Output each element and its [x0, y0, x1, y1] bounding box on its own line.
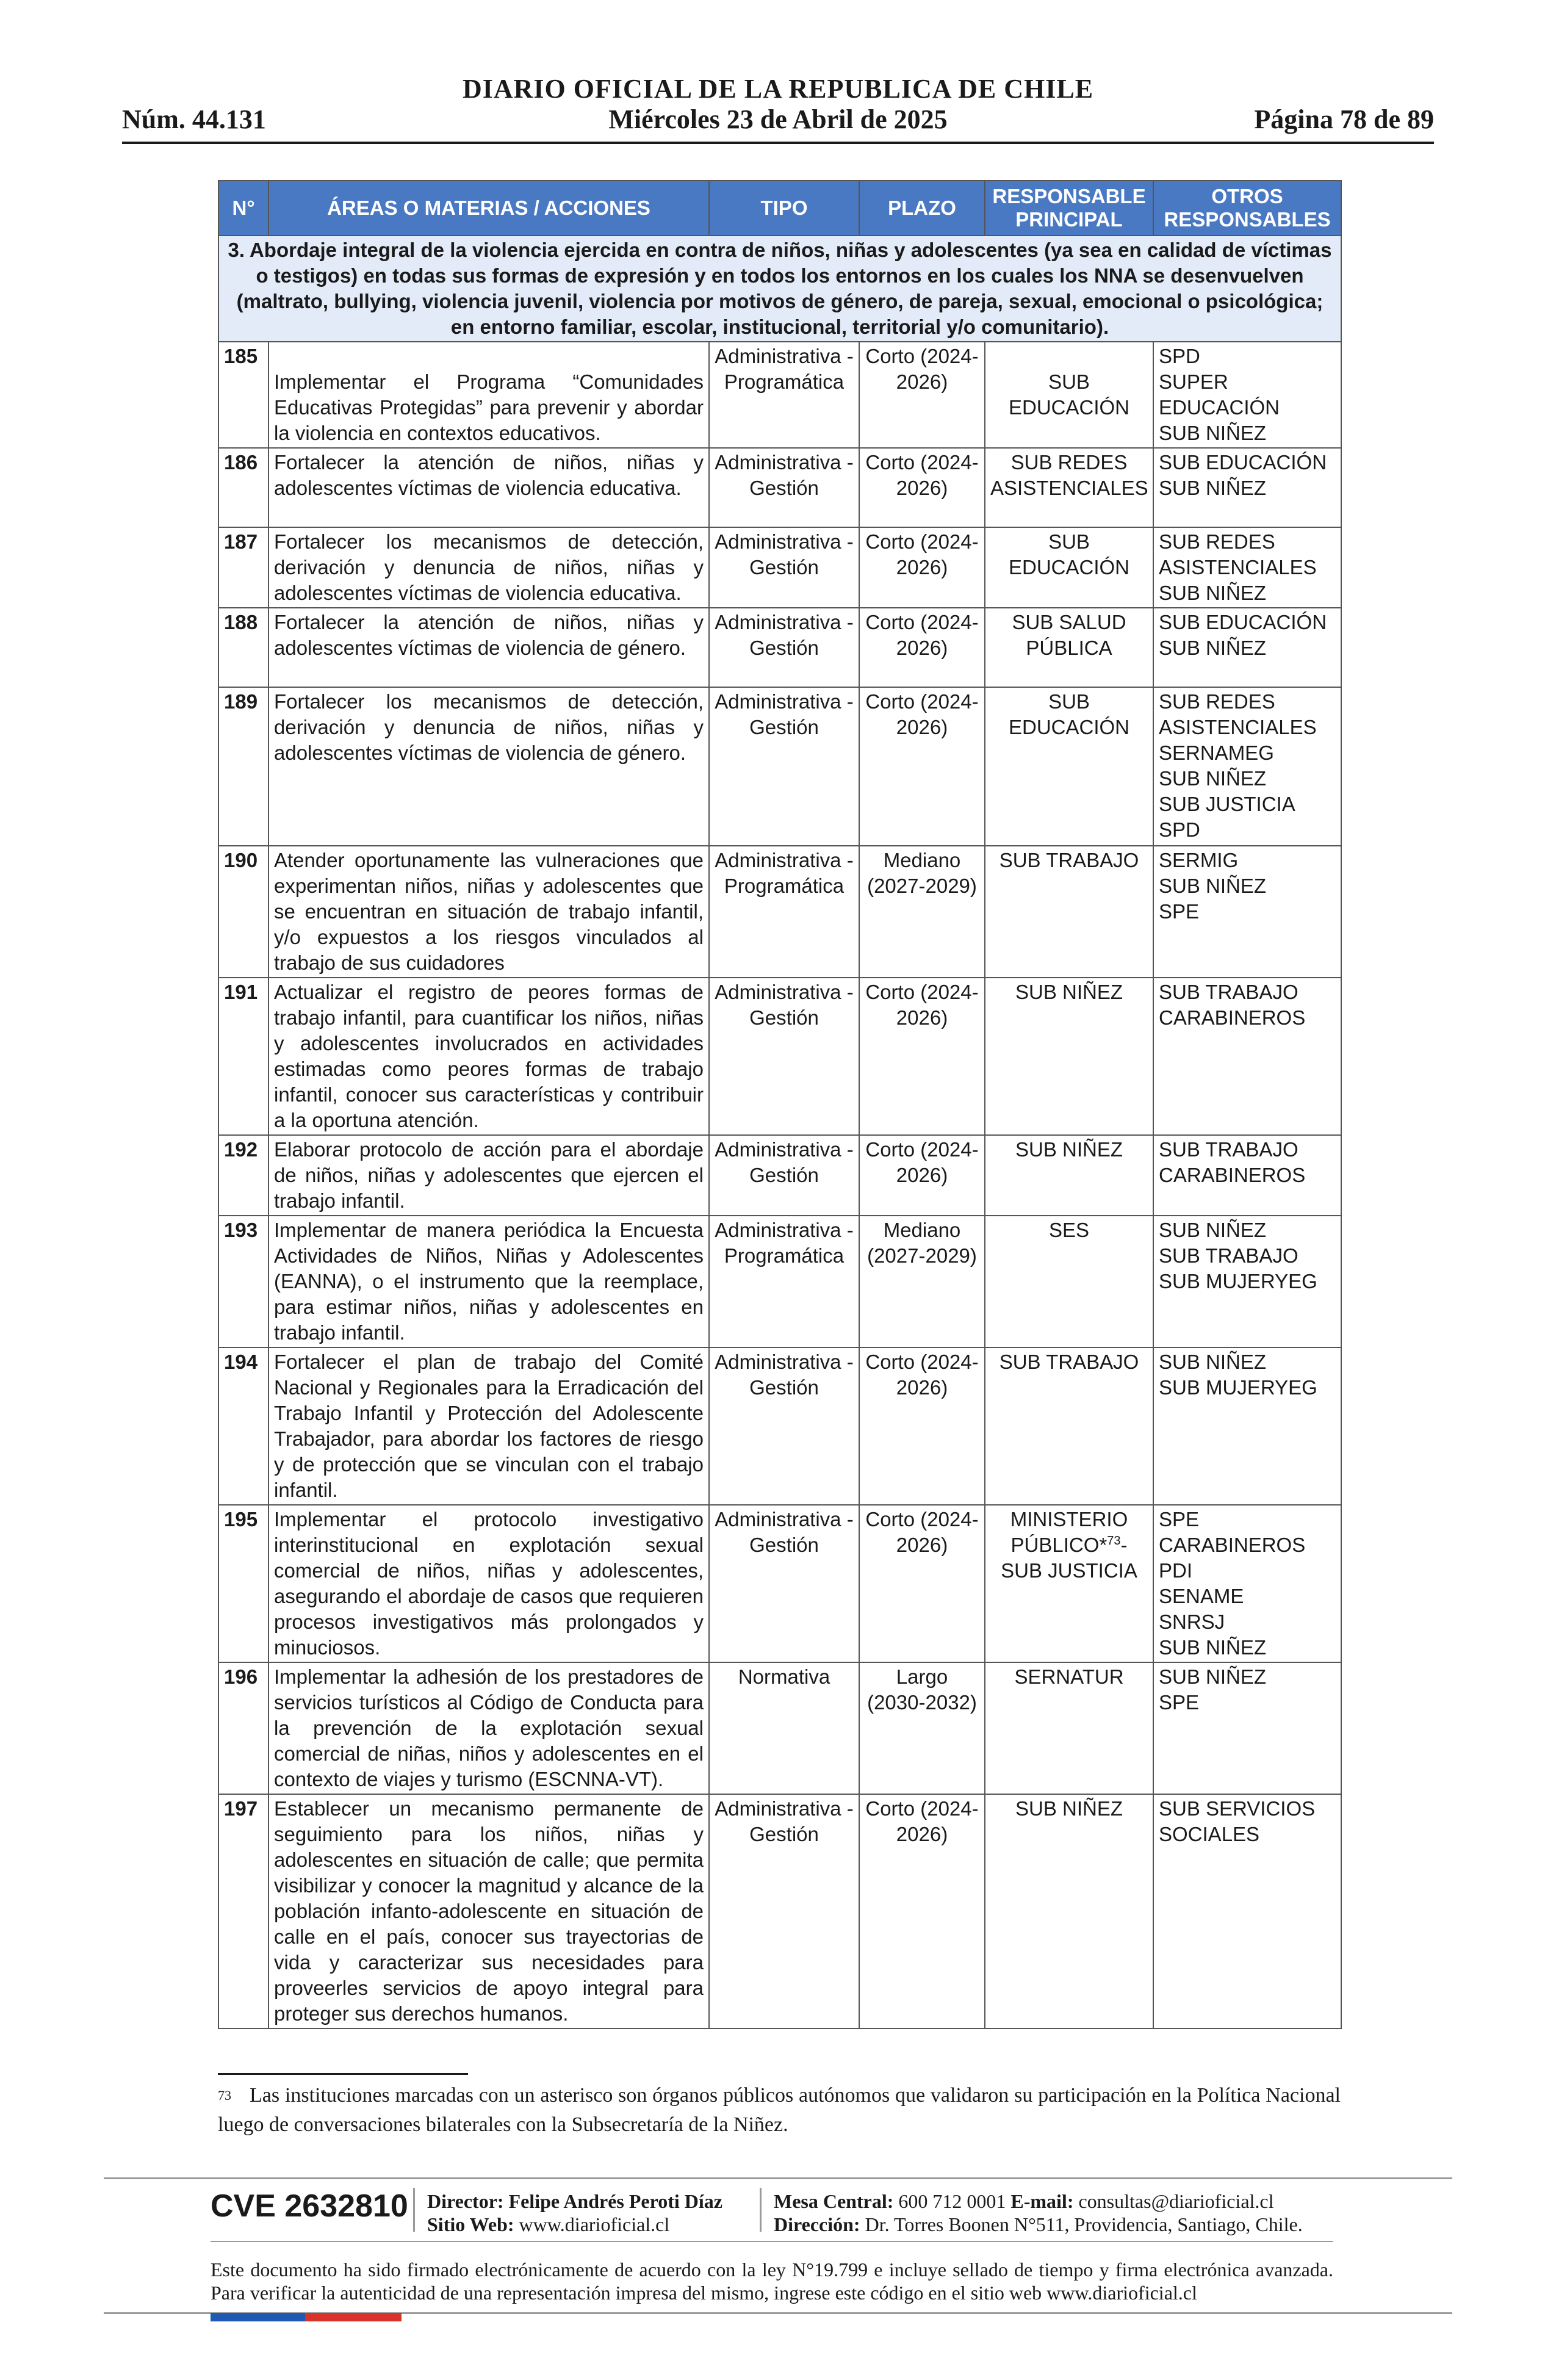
row-action: Atender oportunamente las vulneraciones que experimentan niños, niñas y adolescentes que se encuentran en situación de trabajo infantil, y/o expuestos a los riesgos vinculados al trabajo de sus cuidadores — [268, 846, 709, 978]
row-term: Corto (2024-2026) — [859, 1794, 985, 2028]
row-main-responsible: SES — [985, 1216, 1153, 1347]
row-term: Mediano (2027-2029) — [859, 1216, 985, 1347]
actions-table — [218, 180, 1342, 2029]
row-type: Administrativa - Gestión — [709, 687, 859, 846]
table-row — [218, 1794, 1341, 2028]
row-term: Corto (2024-2026) — [859, 1505, 985, 1662]
newspaper-title: DIARIO OFICIAL DE LA REPUBLICA DE CHILE — [462, 74, 1094, 104]
footer-top-divider — [104, 2177, 1452, 2179]
website-label: Sitio Web: — [427, 2213, 514, 2235]
director-label: Director: — [427, 2190, 504, 2212]
row-number: 197 — [218, 1794, 268, 2028]
col-header-other-responsibles: OTROS RESPONSABLES — [1153, 181, 1341, 236]
row-main-responsible: SUB NIÑEZ — [985, 1135, 1153, 1216]
footer-color-bar-blue — [211, 2313, 305, 2321]
row-number: 192 — [218, 1135, 268, 1216]
row-action: Fortalecer los mecanismos de detección, derivación y denuncia de niños, niñas y adolescentes víctimas de violencia de género. — [268, 687, 709, 846]
row-other-responsibles: SUB TRABAJO CARABINEROS — [1153, 1135, 1341, 1216]
page-header — [122, 104, 1434, 138]
row-other-responsibles: SUB EDUCACIÓN SUB NIÑEZ — [1153, 608, 1341, 687]
row-other-responsibles: SUB NIÑEZ SPE — [1153, 1662, 1341, 1794]
row-action: Fortalecer los mecanismos de detección, derivación y denuncia de niños, niñas y adolescentes víctimas de violencia educativa. — [268, 527, 709, 608]
row-main-responsible: SUB NIÑEZ — [985, 1794, 1153, 2028]
row-action: Implementar de manera periódica la Encuesta Actividades de Niños, Niñas y Adolescentes (EANNA), o el instrumento que la reemplace, para estimar niños, niñas y adolescentes en trabajo infantil. — [268, 1216, 709, 1347]
table-row — [218, 846, 1341, 978]
row-type: Administrativa - Gestión — [709, 1347, 859, 1505]
table-row — [218, 1662, 1341, 1794]
row-number: 187 — [218, 527, 268, 608]
website-link[interactable]: www.diarioficial.cl — [519, 2213, 670, 2235]
row-action: Fortalecer la atención de niños, niñas y adolescentes víctimas de violencia educativa. — [268, 448, 709, 527]
row-type: Administrativa - Gestión — [709, 448, 859, 527]
row-type: Normativa — [709, 1662, 859, 1794]
row-term: Corto (2024-2026) — [859, 978, 985, 1135]
row-other-responsibles: SUB REDES ASISTENCIALES SERNAMEG SUB NIÑEZ SUB JUSTICIA SPD — [1153, 687, 1341, 846]
row-number: 186 — [218, 448, 268, 527]
row-main-responsible: SERNATUR — [985, 1662, 1153, 1794]
director-name: Felipe Andrés Peroti Díaz — [508, 2190, 722, 2212]
row-other-responsibles: SPE CARABINEROS PDI SENAME SNRSJ SUB NIÑEZ — [1153, 1505, 1341, 1662]
row-term: Corto (2024-2026) — [859, 687, 985, 846]
col-header-type: TIPO — [709, 181, 859, 236]
row-number: 191 — [218, 978, 268, 1135]
row-type: Administrativa - Gestión — [709, 978, 859, 1135]
table-row — [218, 1216, 1341, 1347]
row-other-responsibles: SERMIG SUB NIÑEZ SPE — [1153, 846, 1341, 978]
row-number: 193 — [218, 1216, 268, 1347]
col-header-main-responsible: RESPONSABLE PRINCIPAL — [985, 181, 1153, 236]
responsible-public-ministry: MINISTERIO PÚBLICO* — [1010, 1508, 1128, 1556]
row-action: Implementar el protocolo investigativo interinstitucional en explotación sexual comercial de niños, niñas y adolescentes, asegurando el abordaje de casos que requieren procesos investigativos más prolongados y minuciosos. — [268, 1505, 709, 1662]
row-type: Administrativa - Programática — [709, 342, 859, 448]
footer-separator — [413, 2188, 415, 2232]
footnote — [218, 2081, 1341, 2140]
address-text: Dr. Torres Boonen N°511, Providencia, Santiago, Chile. — [865, 2213, 1303, 2235]
table-header-row — [218, 181, 1341, 236]
row-action: Implementar la adhesión de los prestadores de servicios turísticos al Código de Conducta para la prevención de la explotación sexual comercial de niñas, niños y adolescentes en el contexto de viajes y turismo (ESCNNA-VT). — [268, 1662, 709, 1794]
footer-contact-block — [774, 2190, 1303, 2236]
row-other-responsibles: SUB NIÑEZ SUB MUJERYEG — [1153, 1347, 1341, 1505]
row-main-responsible: SUB EDUCACIÓN — [985, 342, 1153, 448]
address-label: Dirección: — [774, 2213, 860, 2235]
row-type: Administrativa - Gestión — [709, 527, 859, 608]
row-number: 195 — [218, 1505, 268, 1662]
row-main-responsible: SUB TRABAJO — [985, 1347, 1153, 1505]
row-main-responsible — [985, 1505, 1153, 1662]
section-row — [218, 236, 1341, 342]
row-term: Corto (2024-2026) — [859, 1135, 985, 1216]
cve-code: CVE 2632810 — [211, 2188, 408, 2224]
table-row — [218, 687, 1341, 846]
row-other-responsibles: SUB TRABAJO CARABINEROS — [1153, 978, 1341, 1135]
row-number: 196 — [218, 1662, 268, 1794]
header-divider — [122, 142, 1434, 144]
table-row — [218, 448, 1341, 527]
row-action: Establecer un mecanismo permanente de seguimiento para los niños, niñas y adolescentes en situación de calle; que permita visibilizar y conocer la magnitud y alcance de la población infanto-adolescente en situación de calle en el país, conocer sus trayectorias de vida y caracterizar sus necesidades para proveerles servicios de apoyo integral para proteger sus derechos humanos. — [268, 1794, 709, 2028]
row-main-responsible: SUB NIÑEZ — [985, 978, 1153, 1135]
row-type: Administrativa - Gestión — [709, 1505, 859, 1662]
row-number: 185 — [218, 342, 268, 448]
row-main-responsible: SUB REDES ASISTENCIALES — [985, 448, 1153, 527]
table-row — [218, 978, 1341, 1135]
table-row — [218, 1347, 1341, 1505]
table-row — [218, 527, 1341, 608]
col-header-actions: ÁREAS O MATERIAS / ACCIONES — [268, 181, 709, 236]
section-title: 3. Abordaje integral de la violencia ejercida en contra de niños, niñas y adolescentes (ya sea en calidad de víctimas o testigos) en todas sus formas de expresión y en todos los entornos en los cuales los NNA se desenvuelven (maltrato, bullying, violencia juvenil, violencia por motivos de género, de pareja, sexual, emocional o psicológica; en entorno familiar, escolar, institucional, territorial y/o comunitario). — [218, 236, 1341, 342]
row-number: 194 — [218, 1347, 268, 1505]
row-type: Administrativa - Programática — [709, 846, 859, 978]
row-term: Corto (2024-2026) — [859, 342, 985, 448]
row-main-responsible: SUB TRABAJO — [985, 846, 1153, 978]
col-header-term: PLAZO — [859, 181, 985, 236]
issue-number: Núm. 44.131 — [122, 104, 266, 134]
row-main-responsible: SUB EDUCACIÓN — [985, 687, 1153, 846]
legal-notice: Este documento ha sido firmado electrónicamente de acuerdo con la ley N°19.799 e incluye sellado de tiempo y firma electrónica avanzada. Para verificar la autenticidad de una representación impresa del mismo, ingrese este código en el sitio web www.diarioficial.cl — [211, 2259, 1333, 2304]
row-term: Largo (2030-2032) — [859, 1662, 985, 1794]
row-number: 188 — [218, 608, 268, 687]
table-row — [218, 1135, 1341, 1216]
row-action: Actualizar el registro de peores formas de trabajo infantil, para cuantificar los niños, niñas y adolescentes involucrados en actividades estimadas como peores formas de trabajo infantil, conocer sus características y contribuir a la oportuna atención. — [268, 978, 709, 1135]
row-other-responsibles: SUB REDES ASISTENCIALES SUB NIÑEZ — [1153, 527, 1341, 608]
table-row — [218, 608, 1341, 687]
row-main-responsible: SUB EDUCACIÓN — [985, 527, 1153, 608]
col-header-number: N° — [218, 181, 268, 236]
row-type: Administrativa - Gestión — [709, 1794, 859, 2028]
row-term: Corto (2024-2026) — [859, 1347, 985, 1505]
footer-color-bar-red — [305, 2313, 402, 2321]
row-term: Corto (2024-2026) — [859, 527, 985, 608]
footnote-text: Las instituciones marcadas con un asterisco son órganos públicos autónomos que validaron su participación en la Política Nacional luego de conversaciones bilaterales con la Subsecretaría de la Niñez. — [218, 2084, 1341, 2136]
row-other-responsibles: SUB SERVICIOS SOCIALES — [1153, 1794, 1341, 2028]
responsible-sub-justicia: - SUB JUSTICIA — [1001, 1534, 1137, 1582]
row-term: Corto (2024-2026) — [859, 608, 985, 687]
issue-date: Miércoles 23 de Abril de 2025 — [608, 104, 948, 134]
central-label: Mesa Central: — [774, 2190, 894, 2212]
footnote-mark: 73 — [218, 2088, 231, 2103]
row-action: Elaborar protocolo de acción para el abordaje de niños, niñas y adolescentes que ejercen el trabajo infantil. — [268, 1135, 709, 1216]
row-type: Administrativa - Gestión — [709, 1135, 859, 1216]
row-type: Administrativa - Programática — [709, 1216, 859, 1347]
footer-separator — [760, 2188, 762, 2232]
table-row — [218, 342, 1341, 448]
row-other-responsibles: SUB EDUCACIÓN SUB NIÑEZ — [1153, 448, 1341, 527]
row-main-responsible: SUB SALUD PÚBLICA — [985, 608, 1153, 687]
row-number: 190 — [218, 846, 268, 978]
footer-mid-divider — [211, 2241, 1333, 2242]
table-row — [218, 1505, 1341, 1662]
row-number: 189 — [218, 687, 268, 846]
central-phone: 600 712 0001 — [898, 2190, 1006, 2212]
email-label: E-mail: — [1010, 2190, 1074, 2212]
row-type: Administrativa - Gestión — [709, 608, 859, 687]
footnote-divider — [218, 2073, 468, 2075]
row-other-responsibles: SPD SUPER EDUCACIÓN SUB NIÑEZ — [1153, 342, 1341, 448]
footer-director-block — [427, 2190, 722, 2236]
row-other-responsibles: SUB NIÑEZ SUB TRABAJO SUB MUJERYEG — [1153, 1216, 1341, 1347]
email-link[interactable]: consultas@diarioficial.cl — [1078, 2190, 1274, 2212]
footnote-ref: 73 — [1107, 1534, 1121, 1548]
page-number: Página 78 de 89 — [1254, 104, 1434, 134]
row-term: Corto (2024-2026) — [859, 448, 985, 527]
row-action: Implementar el Programa “Comunidades Educativas Protegidas” para prevenir y abordar la violencia en contextos educativos. — [268, 342, 709, 448]
row-term: Mediano (2027-2029) — [859, 846, 985, 978]
row-action: Fortalecer la atención de niños, niñas y adolescentes víctimas de violencia de género. — [268, 608, 709, 687]
row-action: Fortalecer el plan de trabajo del Comité Nacional y Regionales para la Erradicación del Trabajo Infantil y Protección del Adolescente Trabajador, para abordar los factores de riesgo y de protección que se vinculan con el trabajo infantil. — [268, 1347, 709, 1505]
